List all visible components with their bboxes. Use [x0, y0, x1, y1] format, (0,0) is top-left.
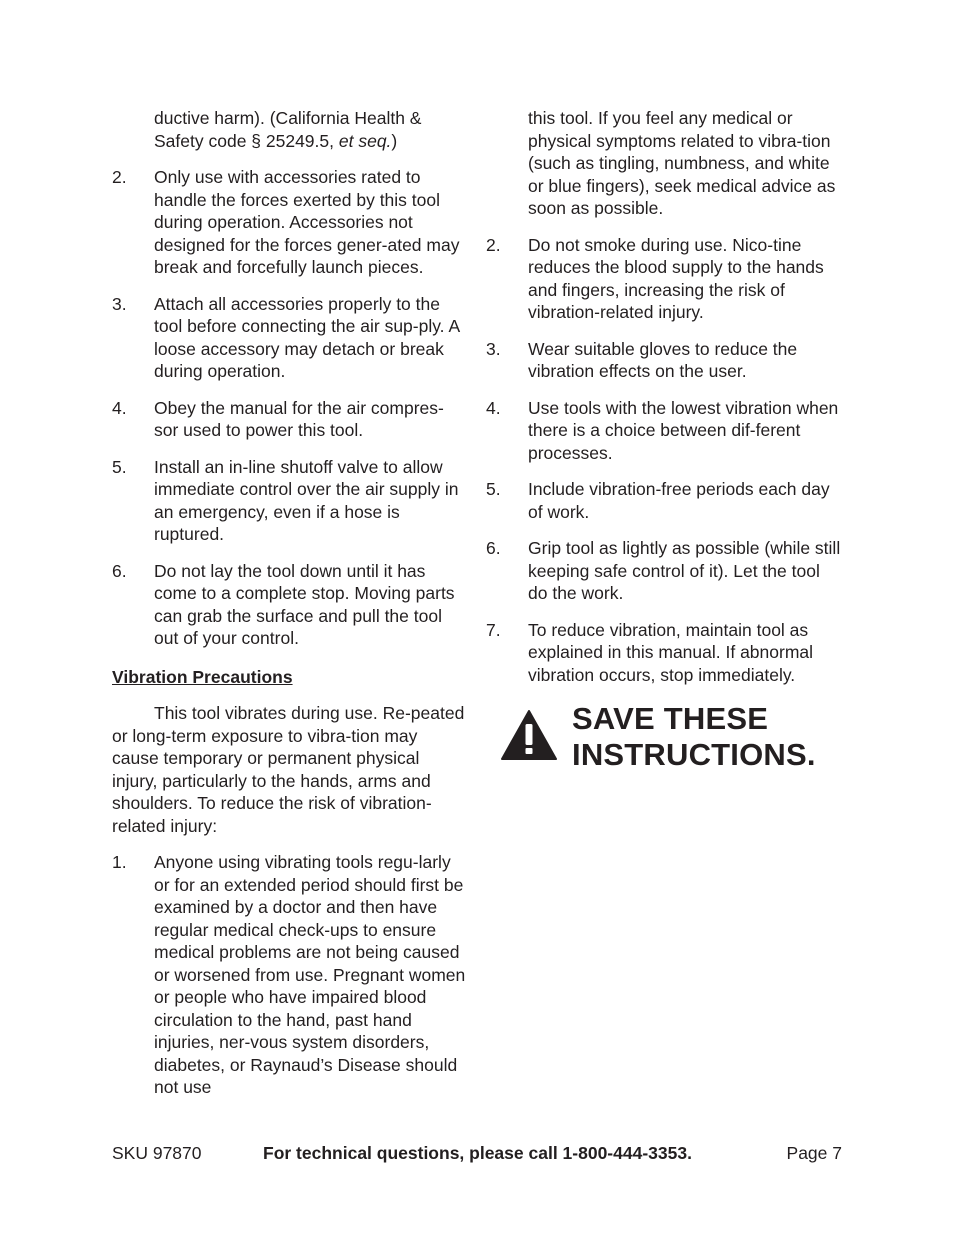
- left-continuation: [112, 107, 468, 152]
- list-item-number: 4.: [486, 397, 501, 418]
- list-item: [112, 851, 468, 1099]
- continuation-line1: ductive harm). (California Health &: [154, 108, 422, 128]
- list-item: [486, 478, 842, 523]
- save-instructions-warning: [500, 701, 860, 781]
- list-item-text: Obey the manual for the air compres-sor used to power this tool.: [154, 397, 444, 440]
- continuation-italic: et seq.: [338, 130, 392, 151]
- warning-text: [572, 701, 816, 773]
- list-item-number: 4.: [112, 397, 127, 418]
- list-item-number: 3.: [112, 293, 127, 314]
- list-item: [486, 338, 842, 383]
- list-item-number: 5.: [112, 456, 127, 477]
- list-item-text: To reduce vibration, maintain tool as explained in this manual. If abnormal vibration occurs, stop immediately.: [528, 619, 814, 685]
- footer-sku: SKU 97870: [112, 1143, 202, 1163]
- list-item: [112, 397, 468, 442]
- list-item-number: 2.: [486, 234, 501, 255]
- list-item-number: 6.: [486, 538, 501, 558]
- list-item-number: 1.: [112, 852, 127, 872]
- list-item-text: Wear suitable gloves to reduce the vibration effects on the user.: [528, 338, 798, 381]
- footer-page-number: Page 7: [786, 1143, 842, 1163]
- warning-line2: INSTRUCTIONS.: [572, 737, 816, 772]
- right-continuation: this tool. If you feel any medical or physical symptoms related to vibra-tion (such as tingling, numbness, and white or blue fingers), seek medical advice as soon as possible.: [528, 108, 836, 218]
- warning-line1: SAVE THESE: [572, 701, 769, 736]
- list-item-number: 7.: [486, 619, 501, 640]
- right-column: [486, 107, 842, 700]
- list-item: [112, 166, 468, 279]
- list-item-number: 2.: [112, 167, 127, 187]
- list-item-text: Install an in-line shutoff valve to allow immediate control over the air supply in an emergency, even if a hose is ruptured.: [154, 456, 459, 544]
- warning-triangle-icon: [500, 709, 558, 761]
- section-heading: Vibration Precautions: [112, 666, 293, 687]
- list-item: [486, 234, 842, 324]
- list-item-text: Include vibration-free periods each day of work.: [528, 479, 830, 522]
- list-item-number: 5.: [486, 479, 501, 499]
- list-item-text: Use tools with the lowest vibration when there is a choice between dif-ferent processes.: [528, 397, 839, 463]
- list-item: [486, 537, 842, 605]
- list-item: [486, 397, 842, 465]
- list-item: [112, 560, 468, 650]
- list-item-text: Attach all accessories properly to the tool before connecting the air sup-ply. A loose accessory may detach or break during operation.: [154, 293, 460, 381]
- vibration-intro: This tool vibrates during use. Re-peated or long-term exposure to vibra-tion may cause temporary or permanent physical injury, particularly to the hands, arms and shoulders. To reduce the risk of vibration-related injury:: [112, 703, 465, 836]
- list-item: [112, 456, 468, 546]
- list-item: [112, 293, 468, 383]
- page-footer: [112, 1143, 842, 1167]
- left-column: [112, 107, 468, 1113]
- list-item-number: 3.: [486, 338, 501, 359]
- list-item-text: Anyone using vibrating tools regu-larly or for an extended period should first be examined by a doctor and then have regular medical check-ups to ensure medical problems are not being caused or worsened from use. Pregnant women or people who have impaired blood circulation to the hand, past hand injuries, ner-vous system disorders, diabetes, or Raynaud’s Disease should not use: [154, 852, 466, 1097]
- footer-tech-support: For technical questions, please call 1-800-444-3353.: [263, 1143, 692, 1163]
- continuation-end: ): [391, 130, 398, 151]
- list-item-text: Only use with accessories rated to handle the forces exerted by this tool during operation. Accessories not designed for the forces gener-ated may break and forcefully launch pieces.: [154, 167, 460, 277]
- list-item-text: Do not smoke during use. Nico-tine reduces the blood supply to the hands and fingers, increasing the risk of vibration-related injury.: [528, 234, 824, 322]
- continuation-line2: Safety code § 25249.5,: [154, 130, 339, 151]
- list-item-text: Grip tool as lightly as possible (while still keeping safe control of it). Let the tool do the work.: [528, 538, 841, 603]
- list-item: [486, 619, 842, 687]
- list-item-text: Do not lay the tool down until it has come to a complete stop. Moving parts can grab the surface and pull the tool out of your control.: [154, 560, 455, 648]
- list-item-number: 6.: [112, 560, 127, 581]
